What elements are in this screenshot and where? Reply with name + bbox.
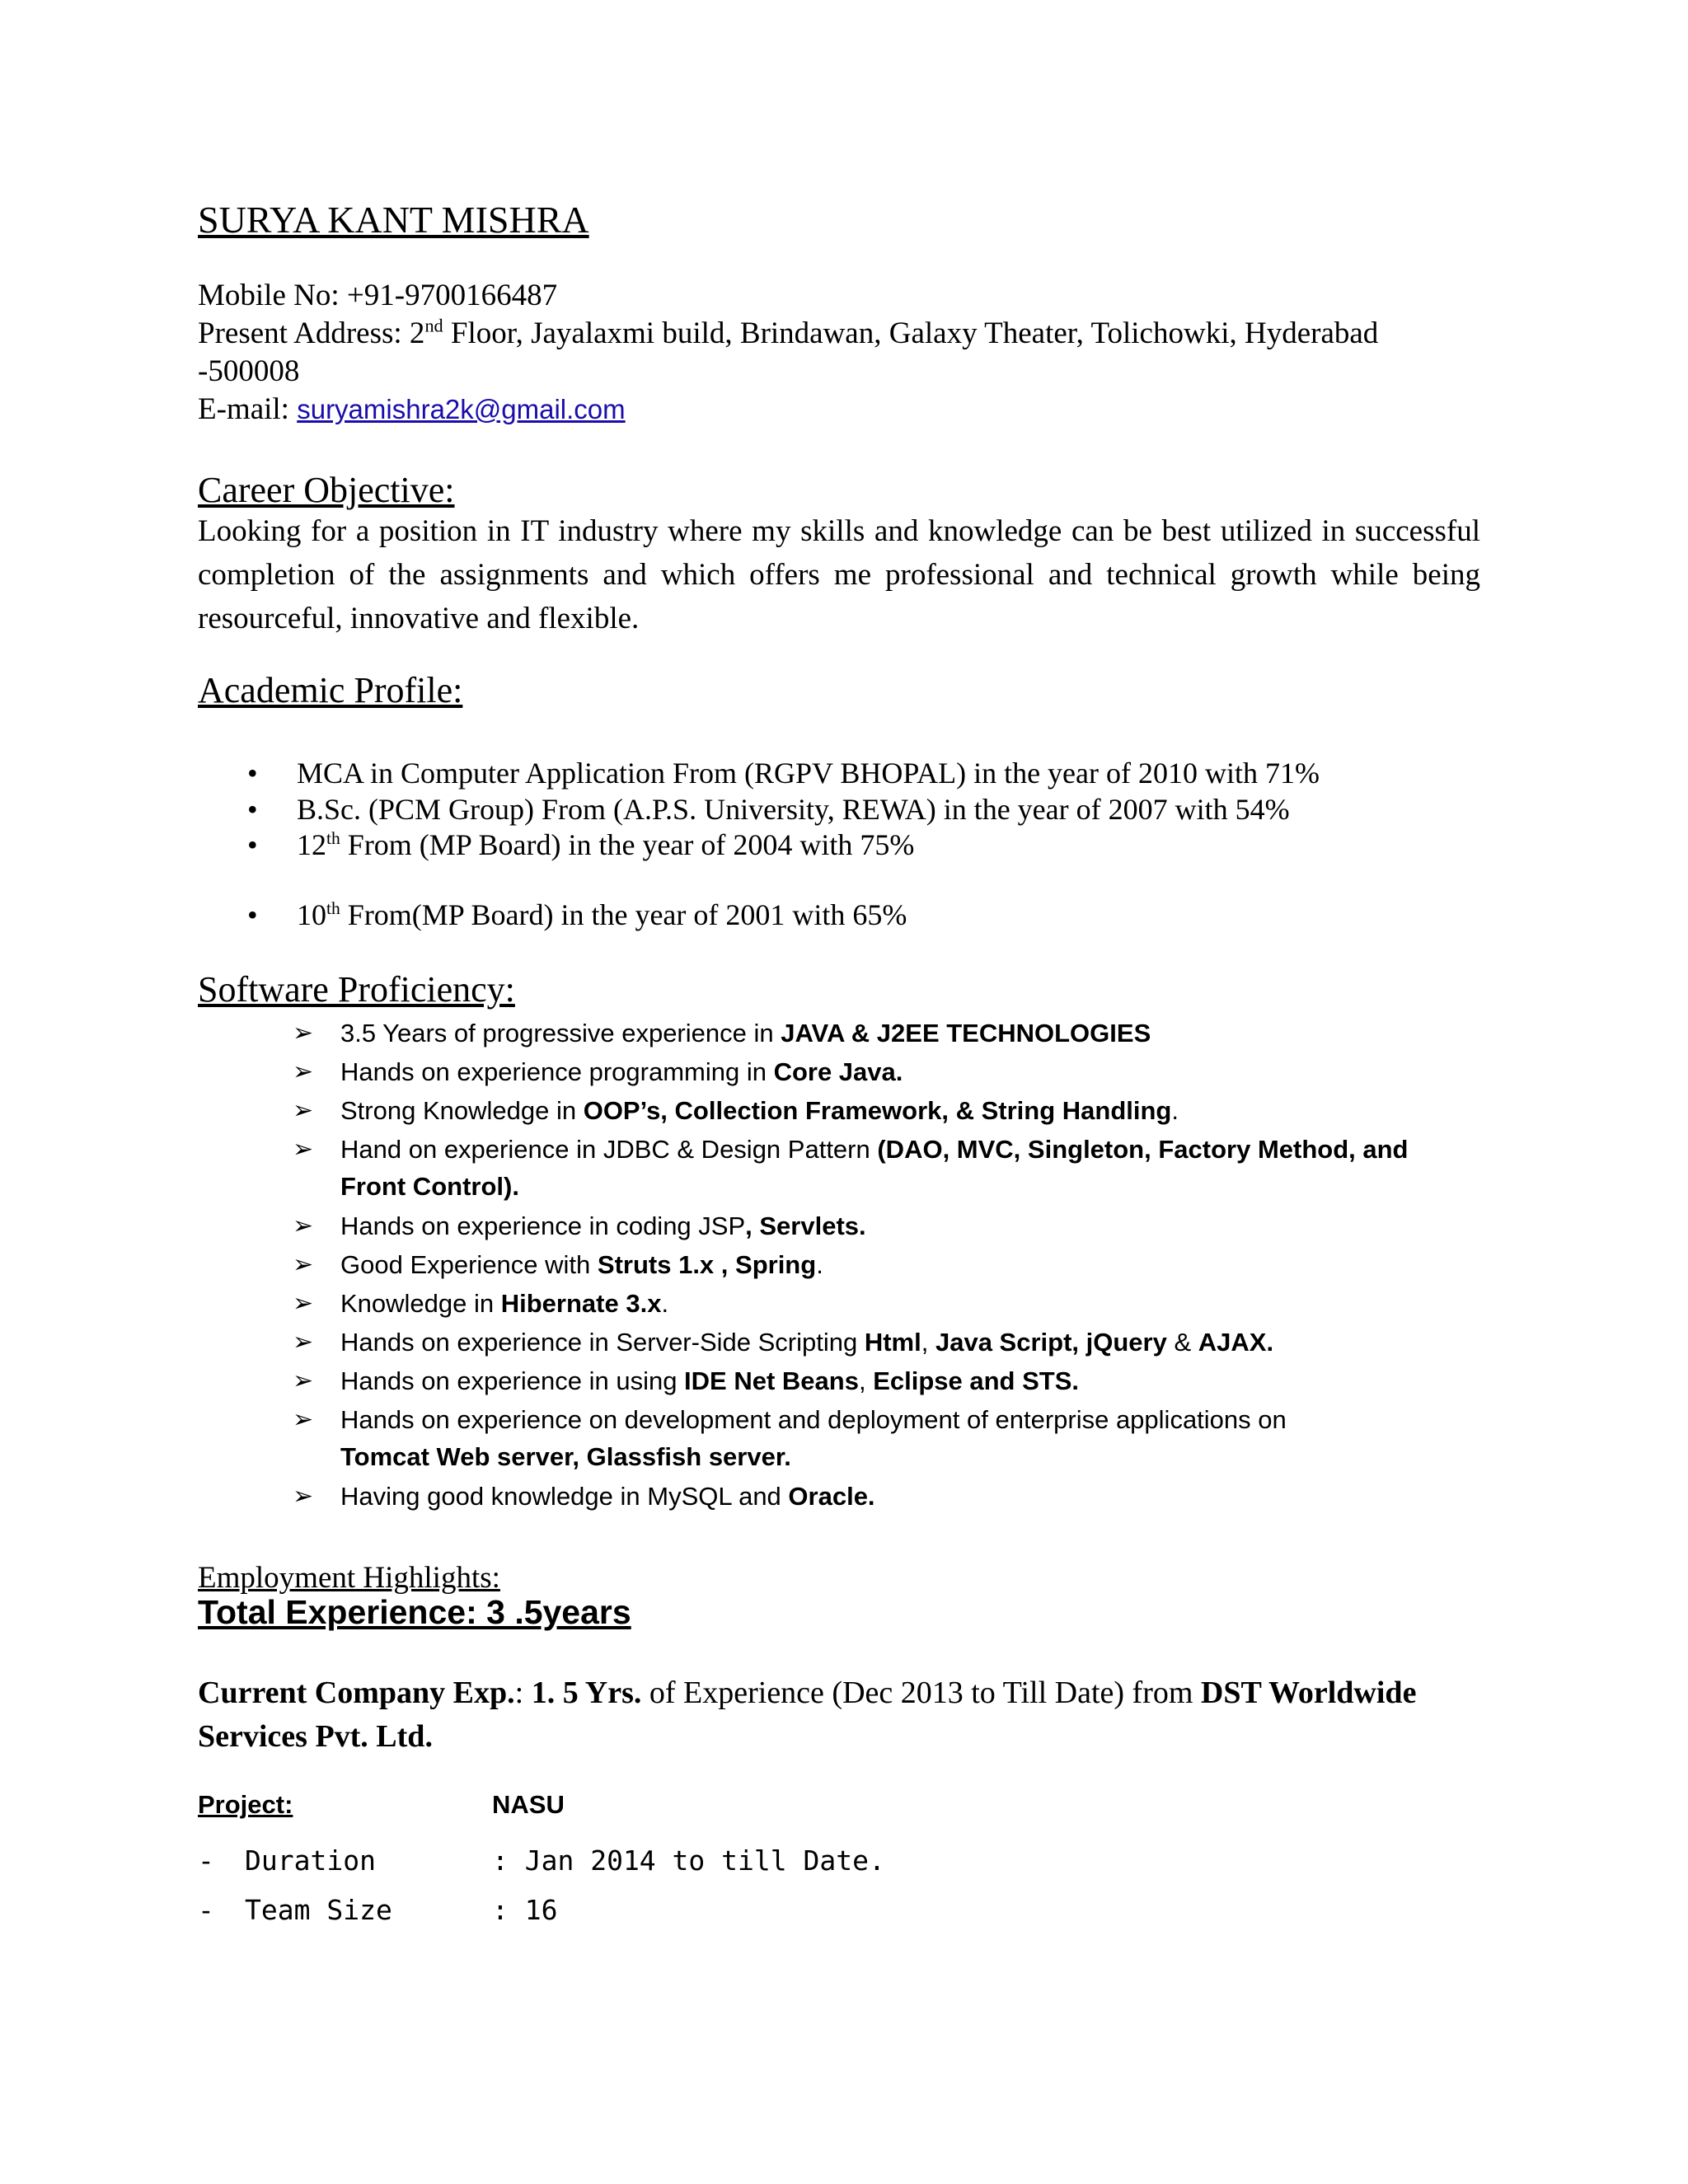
address-line-2: -500008 (198, 354, 300, 388)
arrow-bullet-icon: ➢ (293, 1406, 314, 1433)
career-objective-heading: Career Objective: (198, 470, 455, 510)
address-line-1: Present Address: 2nd Floor, Jayalaxmi build, Brindawan, Galaxy Theater, Tolichowki, Hyderabad (198, 315, 1379, 350)
arrow-bullet-icon: ➢ (293, 1329, 314, 1356)
arrow-bullet-icon: ➢ (293, 1019, 314, 1047)
software-proficiency-heading: Software Proficiency: (198, 969, 515, 1010)
email-row (198, 391, 626, 427)
current-company-experience: Current Company Exp.: 1. 5 Yrs. of Experience (Dec 2013 to Till Date) from DST Worldwide Services Pvt. Ltd. (198, 1675, 1417, 1754)
bullet-icon: • (247, 757, 258, 790)
employment-highlights-label: Employment Highlights: (198, 1561, 500, 1595)
academic-profile-heading: Academic Profile: (198, 670, 463, 710)
total-experience: Total Experience: 3 .5years (198, 1593, 631, 1631)
arrow-bullet-icon: ➢ (293, 1251, 314, 1278)
bullet-icon: • (247, 828, 258, 861)
arrow-bullet-icon: ➢ (293, 1136, 314, 1163)
arrow-bullet-icon: ➢ (293, 1367, 314, 1394)
arrow-bullet-icon: ➢ (293, 1290, 314, 1317)
arrow-bullet-icon: ➢ (293, 1097, 314, 1124)
bullet-icon: • (247, 793, 258, 826)
candidate-name: SURYA KANT MISHRA (198, 199, 589, 241)
arrow-bullet-icon: ➢ (293, 1483, 314, 1510)
email-label: E-mail: (198, 392, 298, 426)
email-link[interactable]: suryamishra2k@gmail.com (297, 394, 626, 424)
arrow-bullet-icon: ➢ (293, 1212, 314, 1240)
project-name: NASU (492, 1790, 565, 1819)
career-objective-text: Looking for a position in IT industry where my skills and knowledge can be best utilized in successful completion of the assignments and which offers me professional and technical growth while being resourceful, innovative and flexible. (198, 514, 1480, 635)
resume-page: SURYA KANT MISHRA Mobile No: +91-9700166487 Present Address: 2nd Floor, Jayalaxmi build, Brindawan, Galaxy Theater, Tolichowki, Hyderabad -500008 E-mail: suryamishra2k@gmail.com Career Objective: Looking for a position in IT industry where my skills and knowledge can be best utilized in successful completion of the assignments and which offers me professional and technical growth while being resourceful, innovative and flexible. Academic Profile: • MCA in Computer Application From (RGPV BHOPAL) in the year of 2010 with 71% • B.Sc. (PCM Group) From (A.P.S. University, REWA) in the year of 2007 with 54% • 12th From (MP Board) in the year of 2004 with 75% • 10th From(MP Board) in the year of 2001 with 65% Software Proficiency: ➢ 3.5 Years of progressive experience in JAVA & J2EE TECHNOLOGIES ➢ Hands on experience programming in Core Java. ➢ Strong Knowledge in OOP’s, Collection Framework, & String Handling. ➢ Hand on experience in JDBC & Design Pattern (DAO, MVC, Singleton, Factory Method, and Front Control). ➢ Hands on experience in coding JSP, Servlets. ➢ Good Experience with Struts 1.x , Spring. ➢ Knowledge in Hibernate 3.x. ➢ Hands on experience in Server-Side Scripting Html, Java Script, jQuery & AJAX. ➢ Hands on experience in using IDE Net Beans, Eclipse and STS. ➢ Hands on experience on development and deployment of enterprise applications on Tomcat Web server, Glassfish server. ➢ Having good knowledge in MySQL and Oracle. Employment Highlights: Total Experience: 3 .5years Current Company Exp.: 1. 5 Yrs. of Experience (Dec 2013 to Till Date) from DST Worldwide Services Pvt. Ltd. Project: NASU - Duration : Jan 2014 to till Date. - Team Size : 16 (198, 199, 1480, 1926)
arrow-bullet-icon: ➢ (293, 1058, 314, 1085)
bullet-icon: • (247, 898, 258, 931)
mobile-number: Mobile No: +91-9700166487 (198, 279, 558, 312)
project-label: Project: (198, 1790, 293, 1819)
